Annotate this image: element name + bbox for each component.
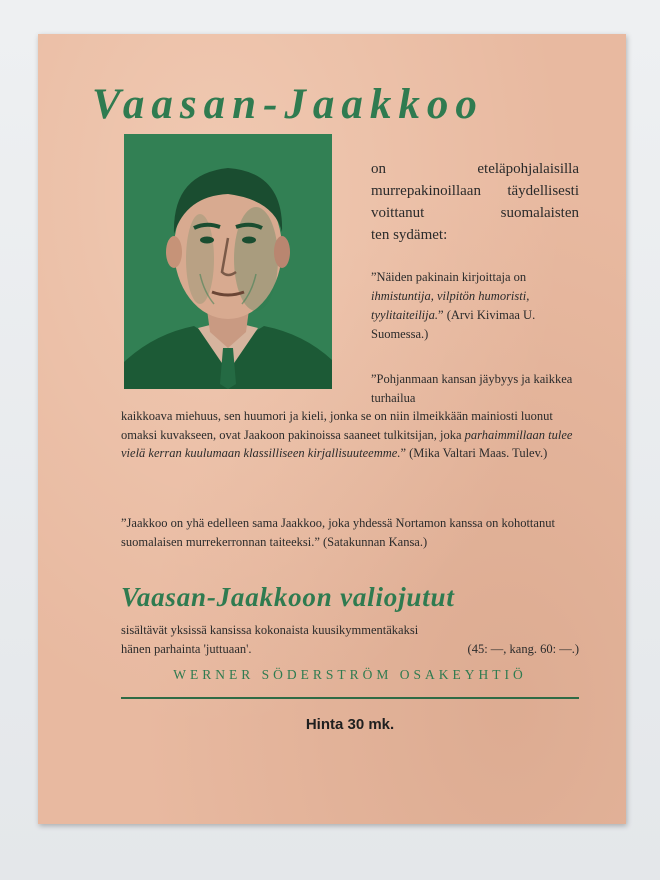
quote-satakunnan-kansa: ”Jaakkoo on yhä edelleen sama Jaakkoo, joka yhdessä Nortamon kanssa on kohottanut suomalaisen murrekerronnan taiteeksi.” (Satakunnan Kansa.) bbox=[121, 516, 555, 549]
quote-valtari: ”Pohjanmaan kansan jäybyys ja kaikkea turhailua kaikkoava miehuus, sen huumori ja kieli, jonka se on niin ilmeikkään mainiosti luonut omaksi kuvakseen, ovat Jaakoon pakinoissa saaneet tulkitsijan, joka parhaimmillaan tulee vielä kerran kuulumaan klassilliseen kirjallisuuteemme.” (Mika Valtari Maas. Tulev.) bbox=[121, 372, 573, 460]
collection-title: Vaasan-Jaakkoon valiojutut bbox=[121, 582, 455, 612]
intro-text: on eteläpohjalaisilla murrepakinoillaan täydellisesti voittanut suomalaisten ten sydämet: bbox=[371, 161, 579, 243]
divider-rule bbox=[121, 697, 579, 699]
collection-description bbox=[121, 621, 579, 659]
description-line: sisältävät yksissä kansissa kokonaista kuusikymmentäkaksi bbox=[121, 623, 419, 637]
description-line: hänen parhainta 'juttuaan'. bbox=[121, 642, 252, 656]
author-portrait-icon bbox=[124, 134, 332, 389]
price-label: Hinta 30 mk. bbox=[305, 716, 395, 733]
publisher-name: WERNER SÖDERSTRÖM OSAKEYHTIÖ bbox=[173, 667, 527, 682]
quote-kivimaa: ”Näiden pakinain kirjoittaja on ihmistuntija, vilpitön humoristi, tyylitaiteilija.” (Arvi Kivimaa U. Suomessa.) bbox=[371, 270, 536, 341]
edition-prices: (45: —, kang. 60: —.) bbox=[467, 642, 579, 656]
book-title: Vaasan-Jaakkoo bbox=[92, 81, 484, 128]
